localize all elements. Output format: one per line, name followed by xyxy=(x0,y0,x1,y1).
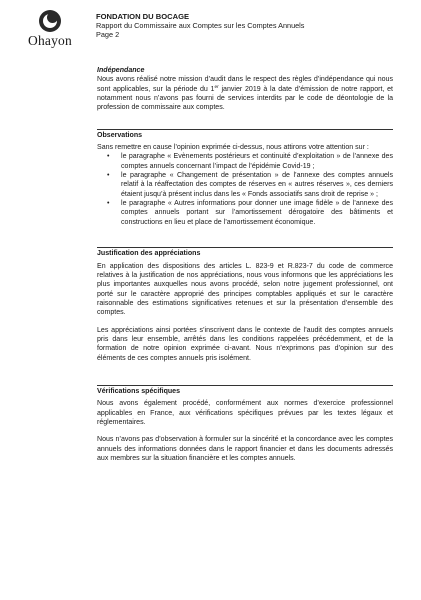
bullet-icon: • xyxy=(107,172,110,180)
verifications-paragraph-2: Nous n’avons pas d’observation à formuler sur la sincérité et la concordance avec les comptes annuels des informations données dans le rapport financier et dans les documents adressés aux membres sur la situation financière et les comptes annuels. xyxy=(97,436,393,462)
independance-title: Indépendance xyxy=(97,67,145,74)
justification-paragraph-2: Les appréciations ainsi portées s’inscrivent dans le contexte de l’audit des comptes annuels pris dans leur ensemble, arrêtés dans les conditions rappelées précédemment, et de la formation de notre opinion exprimée ci-avant. Nous n’exprimons pas d’opinion sur des éléments de ces comptes annuels pris isolément. xyxy=(97,326,393,362)
justification-paragraph-1: En application des dispositions des articles L. 823-9 et R.823-7 du code de commerce relatives à la justification de nos appréciations, nous vous informons que les appréciations les plus importantes auxquelles nous avons procédé, selon notre jugement professionnel, ont porté sur le caractère approprié des principes comptables appliqués et sur le caractère raisonnable des estimations significatives retenues et sur la présentation d’ensemble des comptes. xyxy=(97,262,393,317)
verifications-title: Vérifications spécifiques xyxy=(97,385,393,396)
independance-text xyxy=(97,75,393,112)
page-header xyxy=(96,12,304,39)
bullet-icon: • xyxy=(107,200,110,208)
list-item-text: le paragraphe « Autres informations pour donner une image fidèle » de l’annexe des comptes annuels portant sur l’amortissement dérogatoire des bâtiments et constructions en lieu et place de l’amortissement économique. xyxy=(121,200,393,226)
verifications-section xyxy=(97,385,393,463)
ohayon-logo xyxy=(22,10,78,49)
list-item-text: le paragraphe « Changement de présentation » de l’annexe des comptes annuels relatif à la réaffectation des comptes de réserves en « autres réserves », ces derniers étaient jusqu’à présent inclus dans les « Fonds associatifs sans droit de reprise » ; xyxy=(121,172,393,198)
independance-text-a: Nous avons réalisé notre mission d’audit dans le respect des règles d’indépendance qui nous sont applicables, sur la période du 1 xyxy=(97,76,393,93)
independance-section xyxy=(97,66,393,113)
bullet-icon: • xyxy=(107,153,110,161)
independance-text-b: janvier 2019 à la date d’émission de notre rapport, et notamment nous n’avons pas fourni de services interdits par le code de déontologie de la profession de commissaire aux comptes. xyxy=(97,85,393,112)
verifications-paragraph-1: Nous avons également procédé, conformément aux normes d’exercice professionnel applicables en France, aux vérifications spécifiques prévues par les textes légaux et réglementaires. xyxy=(97,400,393,426)
list-item-text: le paragraphe « Evènements postérieurs et continuité d’exploitation » de l’annexe des comptes annuels concernant l’impact de l’épidémie Covid-19 ; xyxy=(121,153,393,170)
report-body xyxy=(97,66,393,463)
observations-section xyxy=(97,129,393,227)
page-number: Page 2 xyxy=(96,30,120,39)
ohayon-logo-mark-icon xyxy=(39,10,61,32)
observations-intro: Sans remettre en cause l’opinion exprimée ci-dessus, nous attirons votre attention sur : xyxy=(97,144,369,152)
observations-title: Observations xyxy=(97,129,393,140)
list-item xyxy=(97,171,393,199)
list-item xyxy=(97,199,393,227)
observations-list xyxy=(97,152,393,227)
list-item xyxy=(97,152,393,171)
organization-name: FONDATION DU BOCAGE xyxy=(96,12,190,21)
independance-text-sup: er xyxy=(214,84,219,90)
justification-section xyxy=(97,247,393,363)
justification-title: Justification des appréciations xyxy=(97,247,393,258)
report-subtitle: Rapport du Commissaire aux Comptes sur les Comptes Annuels xyxy=(96,21,305,30)
logo-text: Ohayon xyxy=(28,33,72,48)
